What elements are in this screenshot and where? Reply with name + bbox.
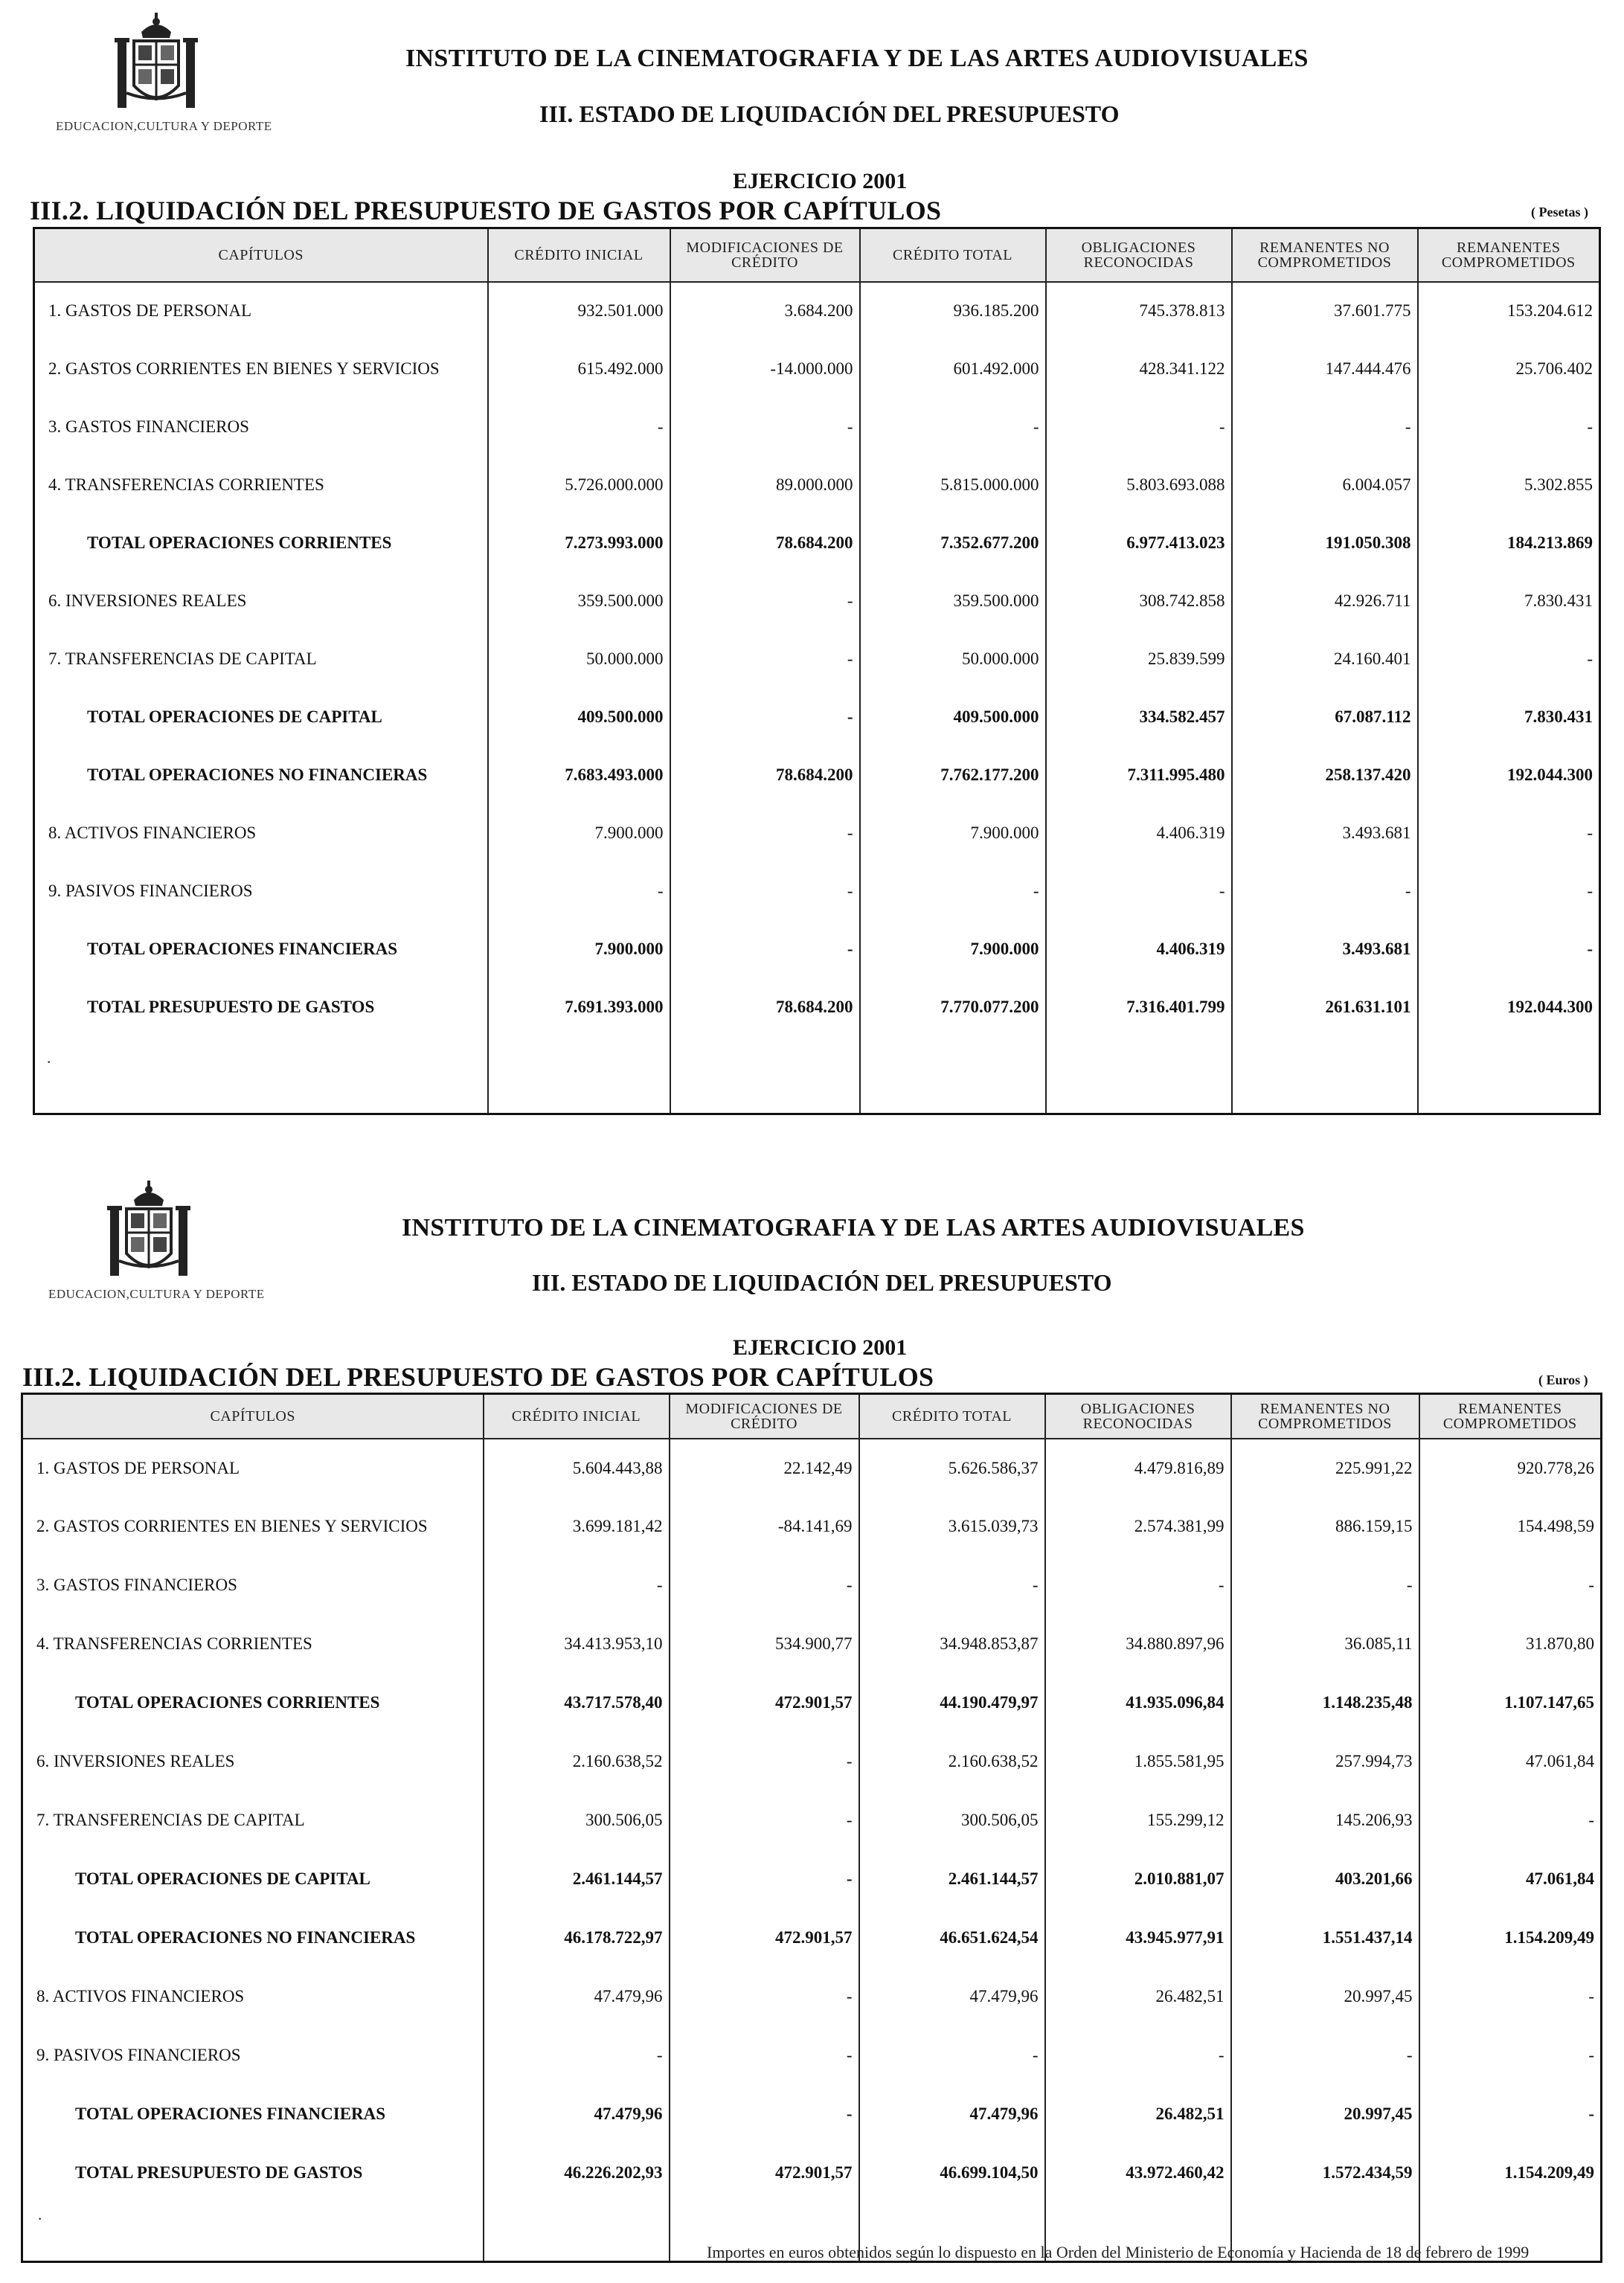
section-title: III.2. LIQUIDACIÓN DEL PRESUPUESTO DE GASTOS POR CAPÍTULOS	[22, 1362, 934, 1392]
column-header: REMANENTES COMPROMETIDOS	[1418, 228, 1600, 282]
cell-value: 7.762.177.200	[860, 746, 1046, 804]
cell-value: 932.501.000	[488, 282, 670, 340]
row-label: 2. GASTOS CORRIENTES EN BIENES Y SERVICIOS	[34, 340, 488, 398]
cell-value: 7.900.000	[860, 920, 1046, 978]
cell-value: 5.626.586,37	[859, 1439, 1045, 1497]
cell-value: 47.479,96	[859, 1968, 1045, 2026]
cell-value: 7.830.431	[1418, 688, 1600, 746]
total-row	[34, 920, 1600, 978]
cell-value: 5.302.855	[1418, 456, 1600, 514]
cell-value: 89.000.000	[670, 456, 860, 514]
cell-value: 36.085,11	[1231, 1615, 1419, 1674]
table-row	[34, 340, 1600, 398]
empty-cell	[484, 2203, 670, 2262]
row-label: 8. ACTIVOS FINANCIEROS	[22, 1968, 484, 2026]
cell-value: 2.010.881,07	[1045, 1850, 1231, 1909]
cell-value: 359.500.000	[488, 572, 670, 630]
row-label: 7. TRANSFERENCIAS DE CAPITAL	[22, 1791, 484, 1850]
cell-value: 78.684.200	[670, 746, 860, 804]
cell-value: -	[670, 1733, 859, 1791]
cell-value: 47.061,84	[1419, 1733, 1602, 1791]
row-label: TOTAL OPERACIONES FINANCIERAS	[34, 920, 488, 978]
cell-value: 20.997,45	[1231, 1968, 1419, 2026]
cell-value: 20.997,45	[1231, 2085, 1419, 2144]
cell-value: 184.213.869	[1418, 514, 1600, 572]
column-header: MODIFICACIONES DE CRÉDITO	[670, 1394, 859, 1439]
cell-value: 37.601.775	[1232, 282, 1418, 340]
cell-value: -	[670, 1968, 859, 2026]
exercise-year: EJERCICIO 2001	[733, 1335, 908, 1360]
cell-value: 601.492.000	[860, 340, 1046, 398]
cell-value: 261.631.101	[1232, 978, 1418, 1036]
cell-value: -	[670, 688, 860, 746]
cell-value: -	[1419, 1791, 1602, 1850]
cell-value: 428.341.122	[1046, 340, 1232, 398]
cell-value: 2.461.144,57	[859, 1850, 1045, 1909]
currency-unit-label: ( Euros )	[1538, 1372, 1588, 1387]
cell-value: 7.900.000	[488, 804, 670, 862]
cell-value: -	[1045, 2026, 1231, 2085]
row-label: 6. INVERSIONES REALES	[22, 1733, 484, 1791]
cell-value: 409.500.000	[488, 688, 670, 746]
column-header: CRÉDITO INICIAL	[488, 228, 670, 282]
cell-value: 2.574.381,99	[1045, 1497, 1231, 1556]
cell-value: 886.159,15	[1231, 1497, 1419, 1556]
cell-value: 5.803.693.088	[1046, 456, 1232, 514]
cell-value: -	[670, 920, 860, 978]
cell-value: -	[1232, 398, 1418, 456]
cell-value: 34.948.853,87	[859, 1615, 1045, 1674]
cell-value: 44.190.479,97	[859, 1674, 1045, 1733]
cell-value: 34.413.953,10	[484, 1615, 670, 1674]
cell-value: 334.582.457	[1046, 688, 1232, 746]
cell-value: 472.901,57	[670, 1674, 859, 1733]
cell-value: 47.479,96	[484, 1968, 670, 2026]
cell-value: 46.699.104,50	[859, 2144, 1045, 2203]
cell-value: 7.311.995.480	[1046, 746, 1232, 804]
cell-value: 78.684.200	[670, 514, 860, 572]
empty-cell	[22, 2203, 484, 2262]
cell-value: -	[670, 2026, 859, 2085]
cell-value: 3.493.681	[1232, 804, 1418, 862]
total-row	[22, 1909, 1602, 1968]
table-row	[34, 862, 1600, 920]
cell-value: -14.000.000	[670, 340, 860, 398]
cell-value: -	[670, 2085, 859, 2144]
table-row	[22, 2026, 1602, 2085]
cell-value: 936.185.200	[860, 282, 1046, 340]
cell-value: 154.498,59	[1419, 1497, 1602, 1556]
empty-cell	[34, 1036, 488, 1114]
cell-value: 3.699.181,42	[484, 1497, 670, 1556]
empty-cell	[860, 1036, 1046, 1114]
cell-value: -	[1418, 920, 1600, 978]
cell-value: 5.815.000.000	[860, 456, 1046, 514]
cell-value: 2.461.144,57	[484, 1850, 670, 1909]
cell-value: -	[860, 398, 1046, 456]
cell-value: -	[1231, 2026, 1419, 2085]
column-header: CRÉDITO TOTAL	[859, 1394, 1045, 1439]
cell-value: 41.935.096,84	[1045, 1674, 1231, 1733]
cell-value: -	[1418, 862, 1600, 920]
cell-value: 25.839.599	[1046, 630, 1232, 688]
cell-value: -84.141,69	[670, 1497, 859, 1556]
column-header: OBLIGACIONES RECONOCIDAS	[1045, 1394, 1231, 1439]
stray-mark: ·	[46, 1053, 52, 1071]
cell-value: -	[488, 398, 670, 456]
statement-title: III. ESTADO DE LIQUIDACIÓN DEL PRESUPUESTO	[539, 100, 1120, 127]
cell-value: 31.870,80	[1419, 1615, 1602, 1674]
cell-value: 5.604.443,88	[484, 1439, 670, 1497]
table-header-row	[34, 228, 1600, 282]
total-row	[22, 1674, 1602, 1733]
section-title: III.2. LIQUIDACIÓN DEL PRESUPUESTO DE GASTOS POR CAPÍTULOS	[30, 196, 942, 225]
cell-value: 46.226.202,93	[484, 2144, 670, 2203]
cell-value: 403.201,66	[1231, 1850, 1419, 1909]
empty-cell	[1232, 1036, 1418, 1114]
coat-of-arms-emblem	[104, 1179, 193, 1287]
cell-value: 46.651.624,54	[859, 1909, 1045, 1968]
total-row	[34, 688, 1600, 746]
cell-value: -	[670, 630, 860, 688]
cell-value: 257.994,73	[1231, 1733, 1419, 1791]
cell-value: 24.160.401	[1232, 630, 1418, 688]
cell-value: 78.684.200	[670, 978, 860, 1036]
cell-value: 50.000.000	[488, 630, 670, 688]
cell-value: 47.479,96	[484, 2085, 670, 2144]
cell-value: 1.551.437,14	[1231, 1909, 1419, 1968]
total-row	[22, 1850, 1602, 1909]
column-header: CRÉDITO INICIAL	[484, 1394, 670, 1439]
table-row	[22, 1497, 1602, 1556]
cell-value: 25.706.402	[1418, 340, 1600, 398]
cell-value: -	[670, 572, 860, 630]
cell-value: 7.316.401.799	[1046, 978, 1232, 1036]
cell-value: 42.926.711	[1232, 572, 1418, 630]
cell-value: 225.991,22	[1231, 1439, 1419, 1497]
row-label: 4. TRANSFERENCIAS CORRIENTES	[34, 456, 488, 514]
cell-value: 192.044.300	[1418, 746, 1600, 804]
cell-value: 359.500.000	[860, 572, 1046, 630]
cell-value: -	[859, 1556, 1045, 1615]
table-row	[34, 630, 1600, 688]
stray-mark: ·	[37, 2209, 43, 2228]
row-label: TOTAL PRESUPUESTO DE GASTOS	[34, 978, 488, 1036]
cell-value: 4.406.319	[1046, 804, 1232, 862]
cell-value: 615.492.000	[488, 340, 670, 398]
cell-value: 4.479.816,89	[1045, 1439, 1231, 1497]
table-row	[34, 456, 1600, 514]
cell-value: 1.154.209,49	[1419, 2144, 1602, 2203]
cell-value: 50.000.000	[860, 630, 1046, 688]
cell-value: 147.444.476	[1232, 340, 1418, 398]
row-label: 9. PASIVOS FINANCIEROS	[22, 2026, 484, 2085]
row-label: TOTAL OPERACIONES FINANCIERAS	[22, 2085, 484, 2144]
cell-value: -	[1418, 804, 1600, 862]
column-header: OBLIGACIONES RECONOCIDAS	[1046, 228, 1232, 282]
cell-value: 308.742.858	[1046, 572, 1232, 630]
cell-value: -	[1046, 862, 1232, 920]
row-label: TOTAL OPERACIONES DE CAPITAL	[22, 1850, 484, 1909]
empty-cell	[488, 1036, 670, 1114]
cell-value: 43.972.460,42	[1045, 2144, 1231, 2203]
table-row	[22, 1791, 1602, 1850]
row-label: TOTAL OPERACIONES CORRIENTES	[22, 1674, 484, 1733]
row-label: TOTAL OPERACIONES NO FINANCIERAS	[34, 746, 488, 804]
euros-budget-table	[21, 1393, 1602, 2263]
cell-value: 7.683.493.000	[488, 746, 670, 804]
statement-title: III. ESTADO DE LIQUIDACIÓN DEL PRESUPUESTO	[532, 1269, 1112, 1296]
cell-value: 745.378.813	[1046, 282, 1232, 340]
row-label: TOTAL OPERACIONES NO FINANCIERAS	[22, 1909, 484, 1968]
table-row	[22, 1615, 1602, 1674]
cell-value: -	[1419, 1556, 1602, 1615]
cell-value: 145.206,93	[1231, 1791, 1419, 1850]
empty-cell	[1418, 1036, 1600, 1114]
cell-value: 409.500.000	[860, 688, 1046, 746]
cell-value: 7.770.077.200	[860, 978, 1046, 1036]
cell-value: 1.148.235,48	[1231, 1674, 1419, 1733]
cell-value: 43.945.977,91	[1045, 1909, 1231, 1968]
cell-value: -	[1418, 630, 1600, 688]
ministry-name: EDUCACION,CULTURA Y DEPORTE	[56, 119, 272, 133]
cell-value: 3.684.200	[670, 282, 860, 340]
row-label: 2. GASTOS CORRIENTES EN BIENES Y SERVICIOS	[22, 1497, 484, 1556]
cell-value: 5.726.000.000	[488, 456, 670, 514]
table-row	[34, 282, 1600, 340]
cell-value: 920.778,26	[1419, 1439, 1602, 1497]
cell-value: 534.900,77	[670, 1615, 859, 1674]
column-header: CAPÍTULOS	[34, 228, 488, 282]
institute-title: INSTITUTO DE LA CINEMATOGRAFIA Y DE LAS ARTES AUDIOVISUALES	[405, 45, 1309, 72]
total-row	[22, 2085, 1602, 2144]
cell-value: 1.154.209,49	[1419, 1909, 1602, 1968]
cell-value: 7.691.393.000	[488, 978, 670, 1036]
cell-value: 1.855.581,95	[1045, 1733, 1231, 1791]
cell-value: -	[1419, 2085, 1602, 2144]
cell-value: 192.044.300	[1418, 978, 1600, 1036]
cell-value: -	[1046, 398, 1232, 456]
row-label: 6. INVERSIONES REALES	[34, 572, 488, 630]
cell-value: 7.273.993.000	[488, 514, 670, 572]
row-label: 9. PASIVOS FINANCIEROS	[34, 862, 488, 920]
table-row	[34, 804, 1600, 862]
cell-value: 1.107.147,65	[1419, 1674, 1602, 1733]
cell-value: -	[859, 2026, 1045, 2085]
total-row	[34, 978, 1600, 1036]
table-row	[22, 1439, 1602, 1497]
cell-value: 2.160.638,52	[859, 1733, 1045, 1791]
cell-value: -	[670, 1791, 859, 1850]
cell-value: 47.061,84	[1419, 1850, 1602, 1909]
cell-value: -	[484, 1556, 670, 1615]
cell-value: 191.050.308	[1232, 514, 1418, 572]
cell-value: 1.572.434,59	[1231, 2144, 1419, 2203]
row-label: 3. GASTOS FINANCIEROS	[22, 1556, 484, 1615]
cell-value: 67.087.112	[1232, 688, 1418, 746]
cell-value: -	[1419, 2026, 1602, 2085]
row-label: TOTAL OPERACIONES CORRIENTES	[34, 514, 488, 572]
cell-value: 6.004.057	[1232, 456, 1418, 514]
row-label: 8. ACTIVOS FINANCIEROS	[34, 804, 488, 862]
cell-value: 7.900.000	[860, 804, 1046, 862]
row-label: TOTAL OPERACIONES DE CAPITAL	[34, 688, 488, 746]
cell-value: -	[1231, 1556, 1419, 1615]
table-row	[22, 1556, 1602, 1615]
empty-cell	[1046, 1036, 1232, 1114]
table-row	[34, 572, 1600, 630]
cell-value: 26.482,51	[1045, 1968, 1231, 2026]
cell-value: -	[1418, 398, 1600, 456]
cell-value: -	[860, 862, 1046, 920]
cell-value: 7.900.000	[488, 920, 670, 978]
cell-value: 26.482,51	[1045, 2085, 1231, 2144]
column-header: MODIFICACIONES DE CRÉDITO	[670, 228, 860, 282]
euros-panel	[0, 1175, 1624, 2283]
column-header: REMANENTES NO COMPROMETIDOS	[1232, 228, 1418, 282]
cell-value: 46.178.722,97	[484, 1909, 670, 1968]
row-label: 3. GASTOS FINANCIEROS	[34, 398, 488, 456]
column-header: REMANENTES NO COMPROMETIDOS	[1231, 1394, 1419, 1439]
cell-value: -	[670, 1556, 859, 1615]
column-header: CRÉDITO TOTAL	[860, 228, 1046, 282]
cell-value: 43.717.578,40	[484, 1674, 670, 1733]
row-label: 1. GASTOS DE PERSONAL	[22, 1439, 484, 1497]
cell-value: -	[670, 1850, 859, 1909]
cell-value: -	[1045, 1556, 1231, 1615]
cell-value: 7.352.677.200	[860, 514, 1046, 572]
cell-value: 34.880.897,96	[1045, 1615, 1231, 1674]
pesetas-budget-table	[33, 227, 1601, 1115]
coat-of-arms-emblem	[112, 11, 201, 119]
total-row	[34, 514, 1600, 572]
column-header: REMANENTES COMPROMETIDOS	[1419, 1394, 1602, 1439]
cell-value: -	[484, 2026, 670, 2085]
row-label: TOTAL PRESUPUESTO DE GASTOS	[22, 2144, 484, 2203]
cell-value: 300.506,05	[484, 1791, 670, 1850]
cell-value: -	[670, 804, 860, 862]
cell-value: 472.901,57	[670, 2144, 859, 2203]
euro-conversion-footnote: Importes en euros obtenidos según lo dispuesto en la Orden del Ministerio de Economía y Hacienda de 18 de febrero de 1999	[707, 2243, 1530, 2261]
cell-value: -	[488, 862, 670, 920]
total-row	[22, 2144, 1602, 2203]
cell-value: -	[1232, 862, 1418, 920]
cell-value: 155.299,12	[1045, 1791, 1231, 1850]
column-header: CAPÍTULOS	[22, 1394, 484, 1439]
row-label: 7. TRANSFERENCIAS DE CAPITAL	[34, 630, 488, 688]
blank-row	[34, 1036, 1600, 1114]
table-row	[22, 1733, 1602, 1791]
pesetas-panel	[0, 0, 1624, 1138]
cell-value: 6.977.413.023	[1046, 514, 1232, 572]
ministry-name: EDUCACION,CULTURA Y DEPORTE	[48, 1287, 265, 1301]
row-label: 1. GASTOS DE PERSONAL	[34, 282, 488, 340]
exercise-year: EJERCICIO 2001	[733, 169, 908, 193]
table-row	[22, 1968, 1602, 2026]
table-row	[34, 398, 1600, 456]
cell-value: 7.830.431	[1418, 572, 1600, 630]
total-row	[34, 746, 1600, 804]
currency-unit-label: ( Pesetas )	[1531, 205, 1588, 219]
cell-value: 153.204.612	[1418, 282, 1600, 340]
cell-value: -	[670, 398, 860, 456]
empty-cell	[670, 1036, 860, 1114]
cell-value: 22.142,49	[670, 1439, 859, 1497]
row-label: 4. TRANSFERENCIAS CORRIENTES	[22, 1615, 484, 1674]
cell-value: 258.137.420	[1232, 746, 1418, 804]
cell-value: 3.493.681	[1232, 920, 1418, 978]
cell-value: 4.406.319	[1046, 920, 1232, 978]
table-header-row	[22, 1394, 1602, 1439]
cell-value: 47.479,96	[859, 2085, 1045, 2144]
cell-value: 300.506,05	[859, 1791, 1045, 1850]
cell-value: -	[1419, 1968, 1602, 2026]
cell-value: 2.160.638,52	[484, 1733, 670, 1791]
cell-value: -	[670, 862, 860, 920]
cell-value: 3.615.039,73	[859, 1497, 1045, 1556]
institute-title: INSTITUTO DE LA CINEMATOGRAFIA Y DE LAS ARTES AUDIOVISUALES	[402, 1214, 1305, 1242]
cell-value: 472.901,57	[670, 1909, 859, 1968]
